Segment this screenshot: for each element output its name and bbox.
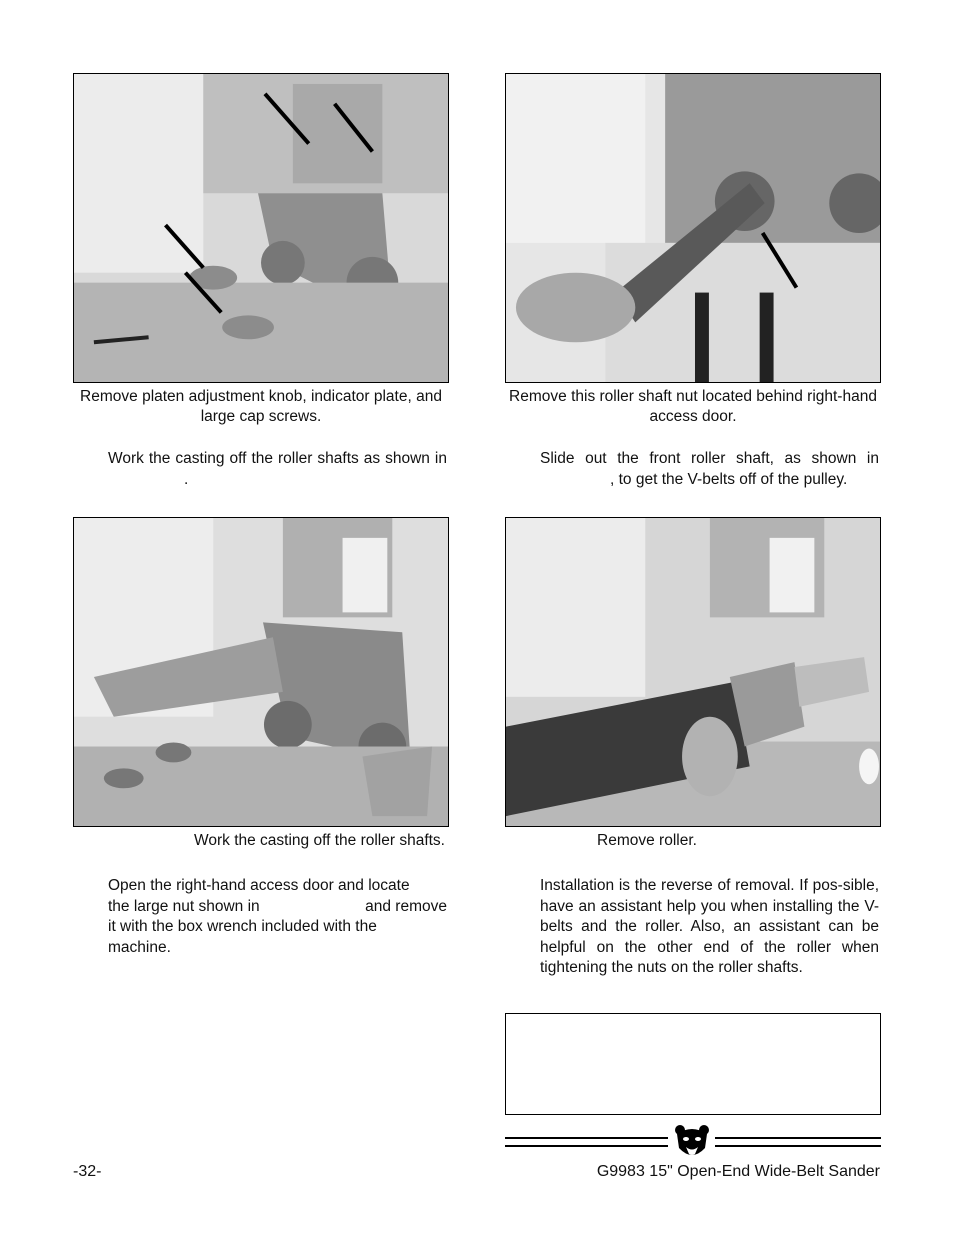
step-left-2-line-1: Open the right-hand access door and locate [108, 877, 410, 894]
footer-rule-left-bottom [505, 1145, 668, 1147]
note-box [505, 1013, 881, 1115]
figure-4-caption-text: Remove roller. [597, 832, 697, 849]
figure-2-caption [505, 387, 881, 427]
step-left-2-line-2a: the large nut shown in [108, 897, 260, 915]
figure-4-caption [505, 831, 954, 851]
step-right-1-text-a: Slide out the front roller shaft, as shown in [540, 450, 879, 467]
step-left-2 [108, 876, 447, 958]
footer-rule-left-top [505, 1137, 668, 1139]
figure-3-caption-text: Work the casting off the roller shafts. [194, 832, 445, 849]
step-left-2-line-4: machine. [108, 938, 171, 956]
footer-model: G9983 15" Open-End Wide-Belt Sander [596, 1163, 880, 1180]
step-left-2-line-3: it with the box wrench included with the [108, 918, 377, 935]
step-left-2-line-2b: and remove [365, 897, 447, 915]
figure-4-photo [505, 517, 881, 827]
page-number: -32- [73, 1163, 102, 1180]
step-right-2 [540, 876, 879, 979]
bear-logo-icon [673, 1122, 711, 1160]
step-left-1 [108, 449, 447, 490]
step-right-1 [540, 449, 879, 490]
figure-1-photo [73, 73, 449, 383]
figure-1-caption-text: Remove platen adjustment knob, indicator plate, and large cap screws. [80, 388, 442, 425]
step-left-1-text-c: . [184, 470, 189, 488]
step-right-1-text-b: , to get the V-belts off of the pulley. [610, 470, 848, 488]
figure-3-photo [73, 517, 449, 827]
figure-1-caption [73, 387, 449, 427]
footer-rule-right-bottom [715, 1145, 881, 1147]
step-left-1-text-b: shown in [385, 450, 447, 467]
step-left-1-text-a: Work the casting off the roller shafts as [108, 450, 381, 467]
figure-2-photo [505, 73, 881, 383]
figure-2-caption-text: Remove this roller shaft nut located behind right-hand access door. [509, 388, 877, 425]
footer-rule-right-top [715, 1137, 881, 1139]
figure-3-caption [73, 831, 445, 851]
step-right-2-text: Installation is the reverse of removal. If pos-sible, have an assistant help you when installing the V-belts and the roller. Also, an assistant can be helpful on the other end of the roller when tightening the nuts on the roller shafts. [540, 877, 879, 976]
